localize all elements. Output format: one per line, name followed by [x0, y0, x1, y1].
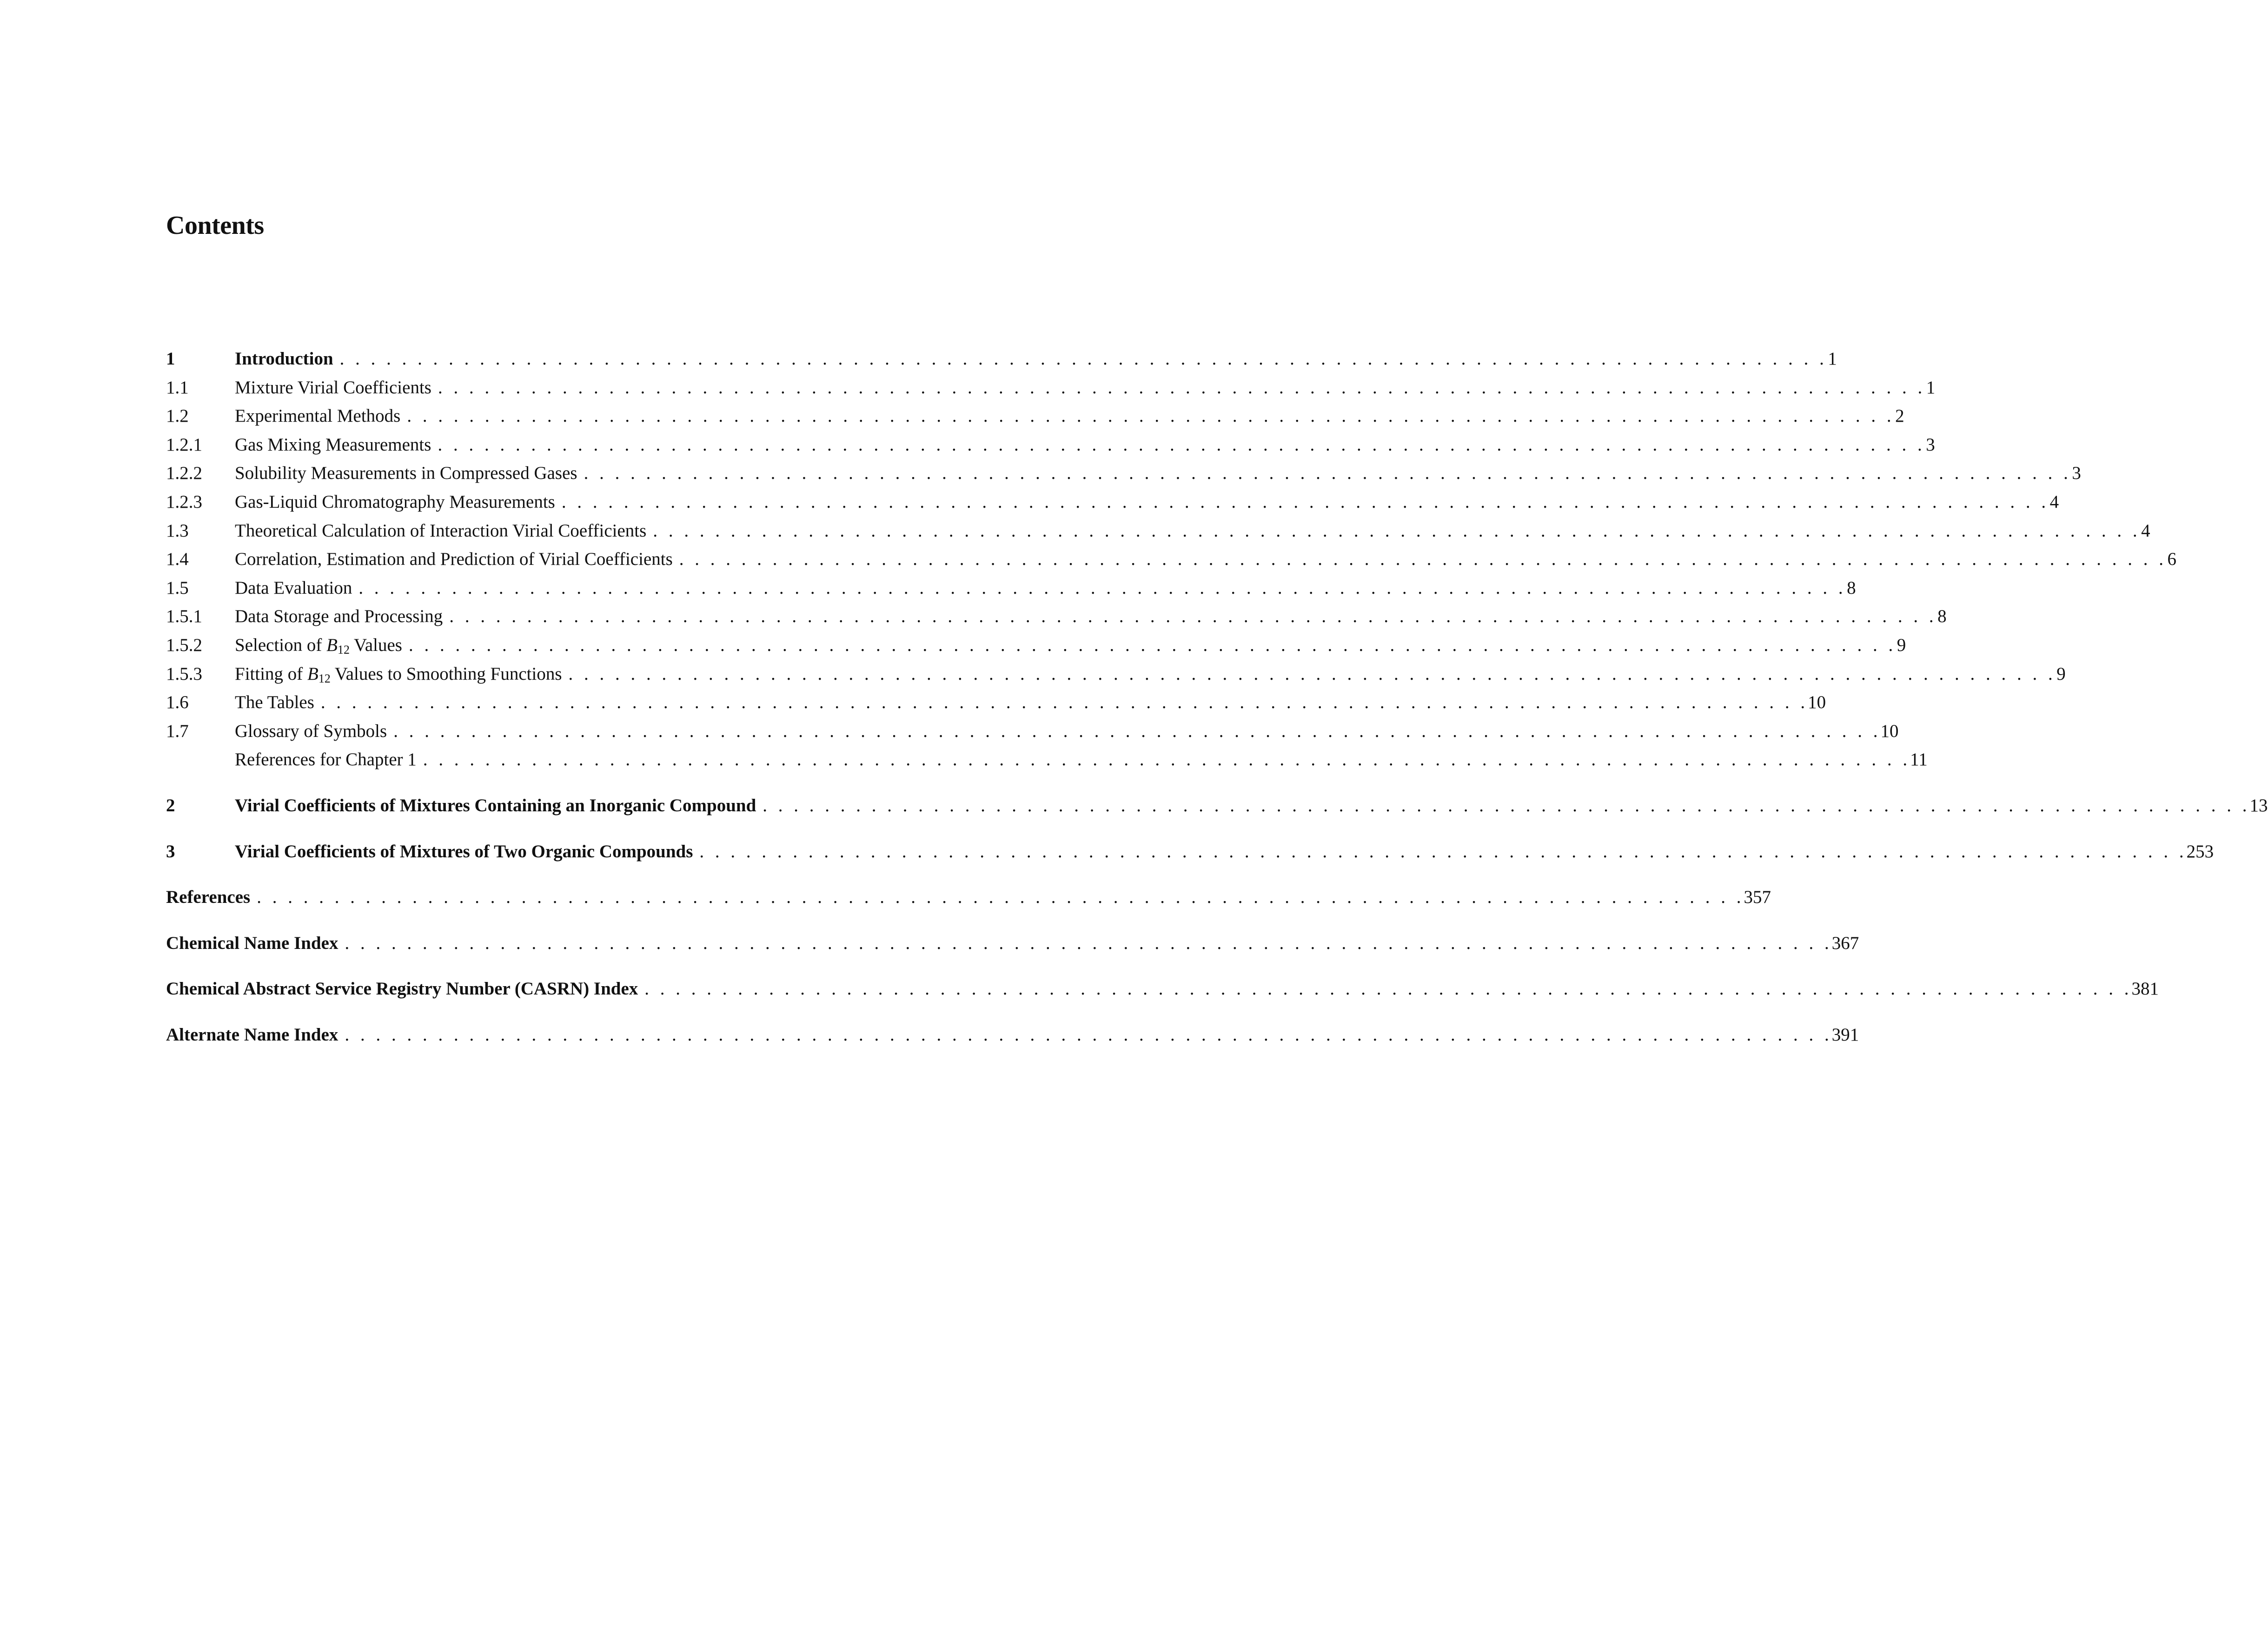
entry-number: 1.2.2 [166, 463, 202, 484]
toc-entry-3[interactable] [166, 837, 2214, 866]
dot-leader [699, 837, 2183, 866]
entry-number: 2 [166, 795, 175, 816]
title-suffix: Values to Smoothing Functions [330, 663, 562, 684]
toc-entry-references[interactable] [166, 883, 1771, 912]
entry-page: 11 [1910, 749, 1928, 770]
toc-entry-1-5[interactable] [166, 574, 1856, 603]
entry-title: Data Evaluation [235, 577, 352, 598]
entry-number: 1.6 [166, 692, 189, 713]
entry-number: 1.5 [166, 577, 189, 598]
entry-page: 10 [1880, 721, 1899, 741]
entry-title: Glossary of Symbols [235, 721, 387, 741]
entry-page: 381 [2131, 979, 2159, 999]
entry-title: Solubility Measurements in Compressed Gases [235, 463, 577, 484]
variable-symbol: B [307, 663, 318, 684]
dot-leader [321, 688, 1805, 717]
entry-title [235, 660, 562, 689]
entry-number: 1 [166, 349, 175, 369]
entry-number: 1.5.1 [166, 606, 202, 627]
entry-title: Experimental Methods [235, 406, 401, 426]
page-title: Contents [166, 211, 264, 240]
dot-leader [449, 602, 1933, 631]
entry-page: 8 [1937, 606, 1947, 627]
toc-entry-1-2-1[interactable] [166, 431, 1935, 459]
entry-title: Correlation, Estimation and Prediction of Virial Coefficients [235, 549, 673, 570]
entry-page: 1 [1926, 377, 1936, 398]
toc-entry-1-6[interactable] [166, 688, 1826, 717]
title-suffix: Values [349, 635, 402, 655]
entry-number: 1.2 [166, 406, 189, 426]
toc-entry-1-5-3[interactable] [166, 660, 2066, 689]
toc-entry-1-4[interactable] [166, 545, 2177, 574]
entry-page: 367 [1831, 933, 1859, 953]
dot-leader [409, 631, 1893, 660]
entry-number: 1.2.3 [166, 491, 202, 512]
entry-page: 357 [1744, 887, 1771, 908]
entry-number: 1.1 [166, 377, 189, 398]
entry-number: 1.3 [166, 520, 189, 541]
dot-leader [345, 929, 1829, 958]
entry-title: The Tables [235, 692, 314, 713]
entry-page: 10 [1808, 692, 1826, 713]
entry-title: Virial Coefficients of Mixtures of Two Organic Compounds [235, 841, 693, 862]
dot-leader [340, 345, 1824, 373]
dot-leader [679, 545, 2163, 574]
title-prefix: Selection of [235, 635, 327, 655]
toc-entry-1-2-2[interactable] [166, 459, 2081, 488]
dot-leader [393, 717, 1877, 746]
toc-entry-1-2[interactable] [166, 402, 1904, 431]
entry-page: 6 [2167, 549, 2177, 570]
dot-leader [763, 791, 2247, 820]
dot-leader [358, 574, 1843, 603]
entry-page: 391 [1831, 1024, 1859, 1045]
dot-leader [438, 431, 1922, 459]
toc-entry-chapter1-references[interactable] [166, 745, 1928, 774]
entry-page: 9 [2056, 663, 2066, 684]
dot-leader [569, 660, 2053, 689]
toc-entry-1-3[interactable] [166, 517, 2150, 545]
entry-page: 253 [2186, 841, 2214, 862]
dot-leader [423, 745, 1907, 774]
toc-entry-1-2-3[interactable] [166, 488, 2059, 517]
toc-entry-2[interactable] [166, 791, 2268, 820]
entry-page: 4 [2049, 491, 2059, 512]
entry-title: References for Chapter 1 [235, 749, 417, 770]
entry-title: Introduction [235, 349, 333, 369]
entry-number: 1.5.2 [166, 635, 202, 655]
entry-number: 3 [166, 841, 175, 862]
entry-page: 1 [1828, 349, 1837, 369]
toc-entry-1-5-1[interactable] [166, 602, 1947, 631]
toc-entry-1-1[interactable] [166, 373, 1936, 402]
entry-title: Alternate Name Index [166, 1024, 338, 1045]
entry-number: 1.7 [166, 721, 189, 741]
entry-page: 3 [1926, 434, 1935, 455]
entry-title: References [166, 887, 251, 908]
entry-number: 1.4 [166, 549, 189, 570]
title-prefix: Fitting of [235, 663, 308, 684]
entry-title: Data Storage and Processing [235, 606, 443, 627]
entry-title: Chemical Abstract Service Registry Number (CASRN) Index [166, 979, 638, 999]
entry-page: 9 [1897, 635, 1906, 655]
entry-title: Gas Mixing Measurements [235, 434, 431, 455]
toc-entry-1[interactable] [166, 345, 1837, 373]
toc-entry-alternate-name-index[interactable] [166, 1021, 1859, 1049]
toc-entry-1-7[interactable] [166, 717, 1899, 746]
entry-title: Mixture Virial Coefficients [235, 377, 431, 398]
dot-leader [438, 373, 1922, 402]
dot-leader [345, 1021, 1829, 1049]
entry-page: 8 [1847, 577, 1856, 598]
toc-entry-casrn-index[interactable] [166, 975, 2159, 1003]
entry-title: Gas-Liquid Chromatography Measurements [235, 491, 555, 512]
entry-page: 13 [2249, 795, 2268, 816]
dot-leader [653, 517, 2137, 545]
table-of-contents [166, 345, 2268, 1049]
variable-subscript: 12 [318, 671, 331, 685]
variable-subscript: 12 [337, 643, 350, 656]
entry-page: 4 [2141, 520, 2150, 541]
variable-symbol: B [326, 635, 338, 655]
entry-title: Theoretical Calculation of Interaction Virial Coefficients [235, 520, 647, 541]
entry-page: 2 [1895, 406, 1904, 426]
dot-leader [562, 488, 2046, 517]
dot-leader [584, 459, 2068, 488]
entry-title [235, 631, 402, 660]
dot-leader [407, 402, 1891, 431]
toc-entry-chemical-name-index[interactable] [166, 929, 1859, 958]
entry-title: Chemical Name Index [166, 933, 338, 953]
entry-title: Virial Coefficients of Mixtures Containing an Inorganic Compound [235, 795, 756, 816]
dot-leader [257, 883, 1741, 912]
entry-page: 3 [2072, 463, 2081, 484]
entry-number: 1.2.1 [166, 434, 202, 455]
entry-number: 1.5.3 [166, 663, 202, 684]
toc-entry-1-5-2[interactable] [166, 631, 1906, 660]
dot-leader [644, 975, 2129, 1003]
